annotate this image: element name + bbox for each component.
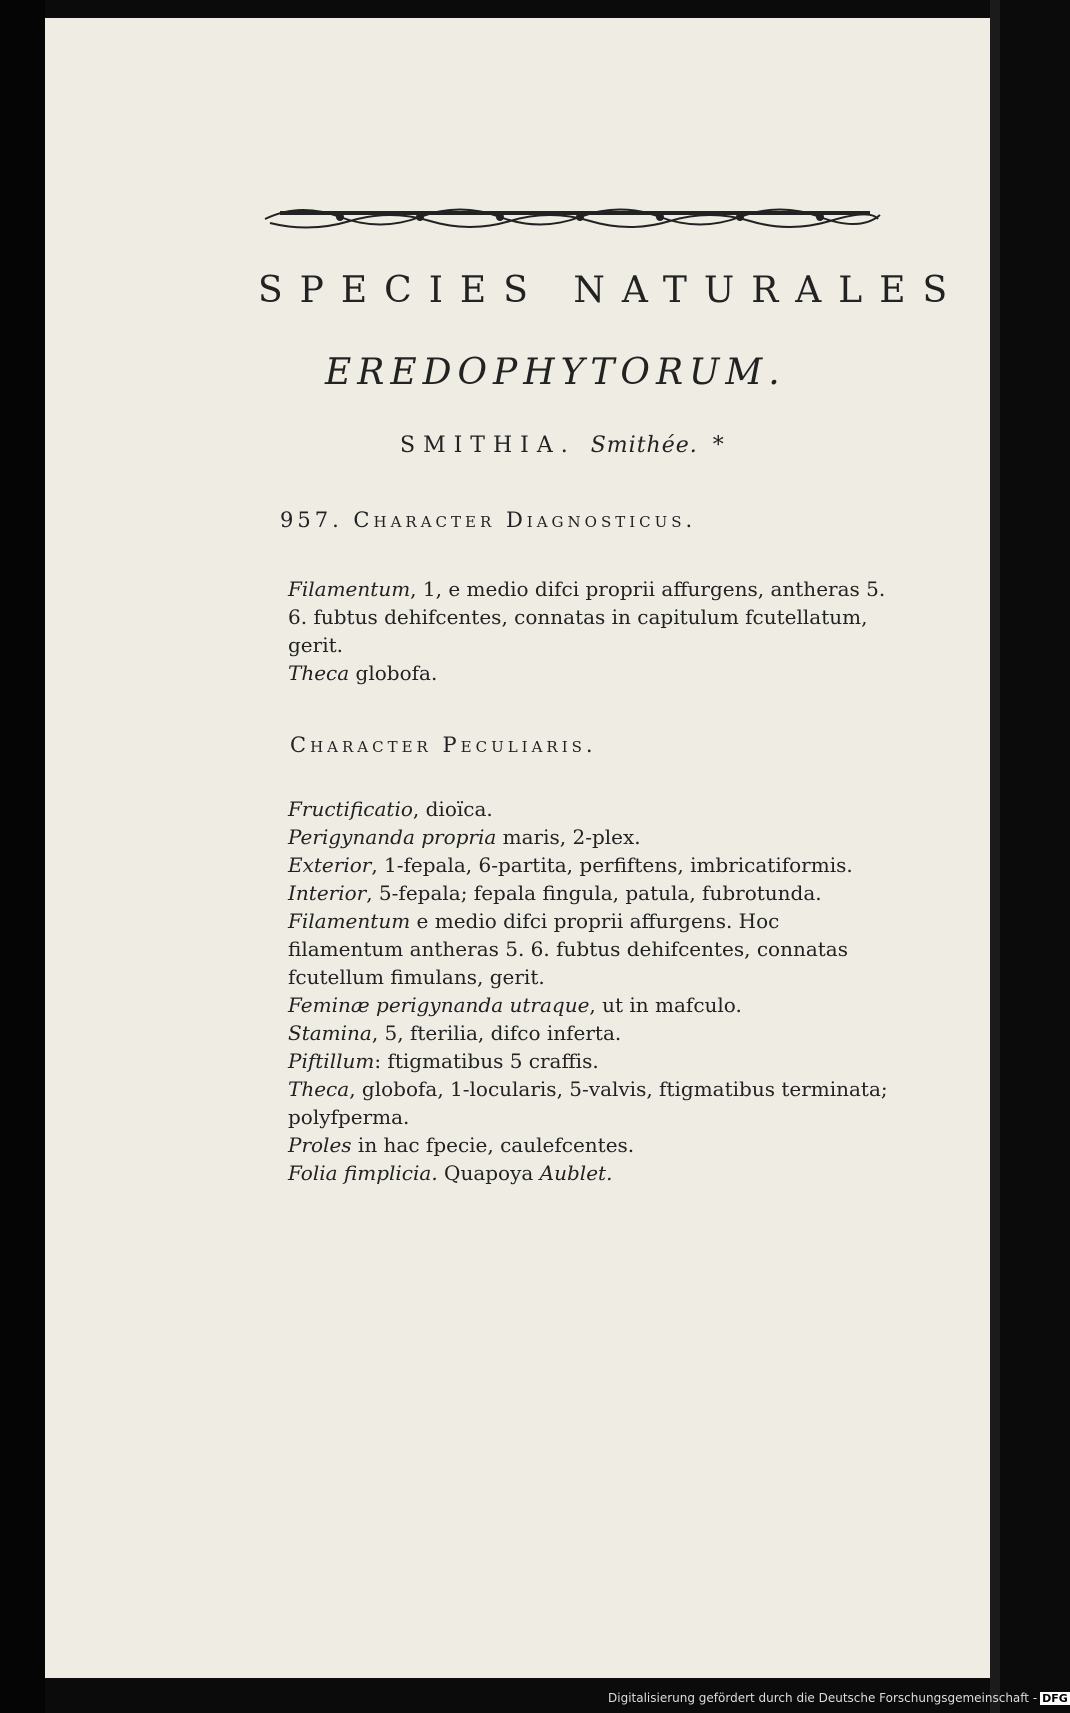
line-text: maris, 2-plex. xyxy=(496,825,641,849)
peculiaris-line xyxy=(288,1159,898,1187)
lead-term: Piftillum xyxy=(288,1049,375,1073)
author-citation: Aublet. xyxy=(539,1161,613,1185)
line-text: , ut in mafculo. xyxy=(589,993,742,1017)
lead-term: Feminæ perigynanda utraque xyxy=(288,993,590,1017)
page-title: SPECIES NATURALES xyxy=(258,270,965,311)
line-text: in hac fpecie, caulefcentes. xyxy=(351,1133,635,1157)
lead-term: Proles xyxy=(288,1133,352,1157)
diagnosticus-body xyxy=(288,575,898,687)
line-text: Quapoya xyxy=(437,1161,540,1185)
page-subtitle: EREDOPHYTORUM. xyxy=(325,352,786,393)
line-text: , dioïca. xyxy=(412,797,493,821)
line-text: , 1, e medio difci proprii affurgens, antheras 5. 6. fubtus dehifcentes, connatas in capitulum fcutellatum, gerit. xyxy=(288,577,886,657)
genus-name: SMITHIA. xyxy=(400,433,576,458)
line-text: e medio difci proprii affurgens. Hoc filamentum antheras 5. 6. fubtus dehifcentes, connatas fcutellum fimulans, gerit. xyxy=(288,909,848,989)
diagnosticus-line xyxy=(288,575,898,659)
header-ornament xyxy=(260,197,885,237)
line-text: , 1-fepala, 6-partita, perfiftens, imbricatiformis. xyxy=(371,853,853,877)
scan-shadow-left xyxy=(0,0,45,1713)
credit-text: Digitalisierung gefördert durch die Deutsche Forschungsgemeinschaft - xyxy=(608,1691,1038,1705)
peculiaris-heading: Character Peculiaris. xyxy=(290,733,597,757)
peculiaris-line xyxy=(288,1019,898,1047)
line-text: , 5, fterilia, difco inferta. xyxy=(371,1021,622,1045)
dfg-logo: DFG xyxy=(1042,1692,1068,1705)
peculiaris-line xyxy=(288,1047,898,1075)
peculiaris-line xyxy=(288,907,898,991)
lead-term: Theca xyxy=(288,661,350,685)
lead-term: Perigynanda propria xyxy=(288,825,497,849)
diagnosticus-line xyxy=(288,659,898,687)
peculiaris-line xyxy=(288,851,898,879)
diagnosticus-heading: 957. Character Diagnosticus. xyxy=(280,508,697,532)
lead-term: Filamentum xyxy=(288,909,411,933)
peculiaris-line xyxy=(288,1075,898,1131)
lead-term: Filamentum xyxy=(288,577,411,601)
genus-vernacular: Smithée. xyxy=(590,433,698,458)
digitization-credit xyxy=(608,1691,1070,1705)
line-text: , 5-fepala; fepala fingula, patula, fubrotunda. xyxy=(366,881,822,905)
peculiaris-line xyxy=(288,991,898,1019)
lead-term: Exterior xyxy=(288,853,372,877)
genus-footnote-mark: * xyxy=(712,433,732,458)
peculiaris-body xyxy=(288,795,898,1187)
line-text: , globofa, 1-locularis, 5-valvis, ftigmatibus terminata; polyfperma. xyxy=(288,1077,888,1129)
genus-heading xyxy=(400,433,732,458)
lead-term: Fructificatio xyxy=(288,797,413,821)
lead-term: Folia fimplicia. xyxy=(288,1161,438,1185)
peculiaris-line xyxy=(288,823,898,851)
peculiaris-line xyxy=(288,879,898,907)
line-text: globofa. xyxy=(349,661,438,685)
line-text: : ftigmatibus 5 craffis. xyxy=(374,1049,599,1073)
peculiaris-line xyxy=(288,795,898,823)
lead-term: Stamina xyxy=(288,1021,372,1045)
lead-term: Theca xyxy=(288,1077,350,1101)
peculiaris-line xyxy=(288,1131,898,1159)
lead-term: Interior xyxy=(288,881,367,905)
scan-edge-right xyxy=(990,0,1000,1713)
